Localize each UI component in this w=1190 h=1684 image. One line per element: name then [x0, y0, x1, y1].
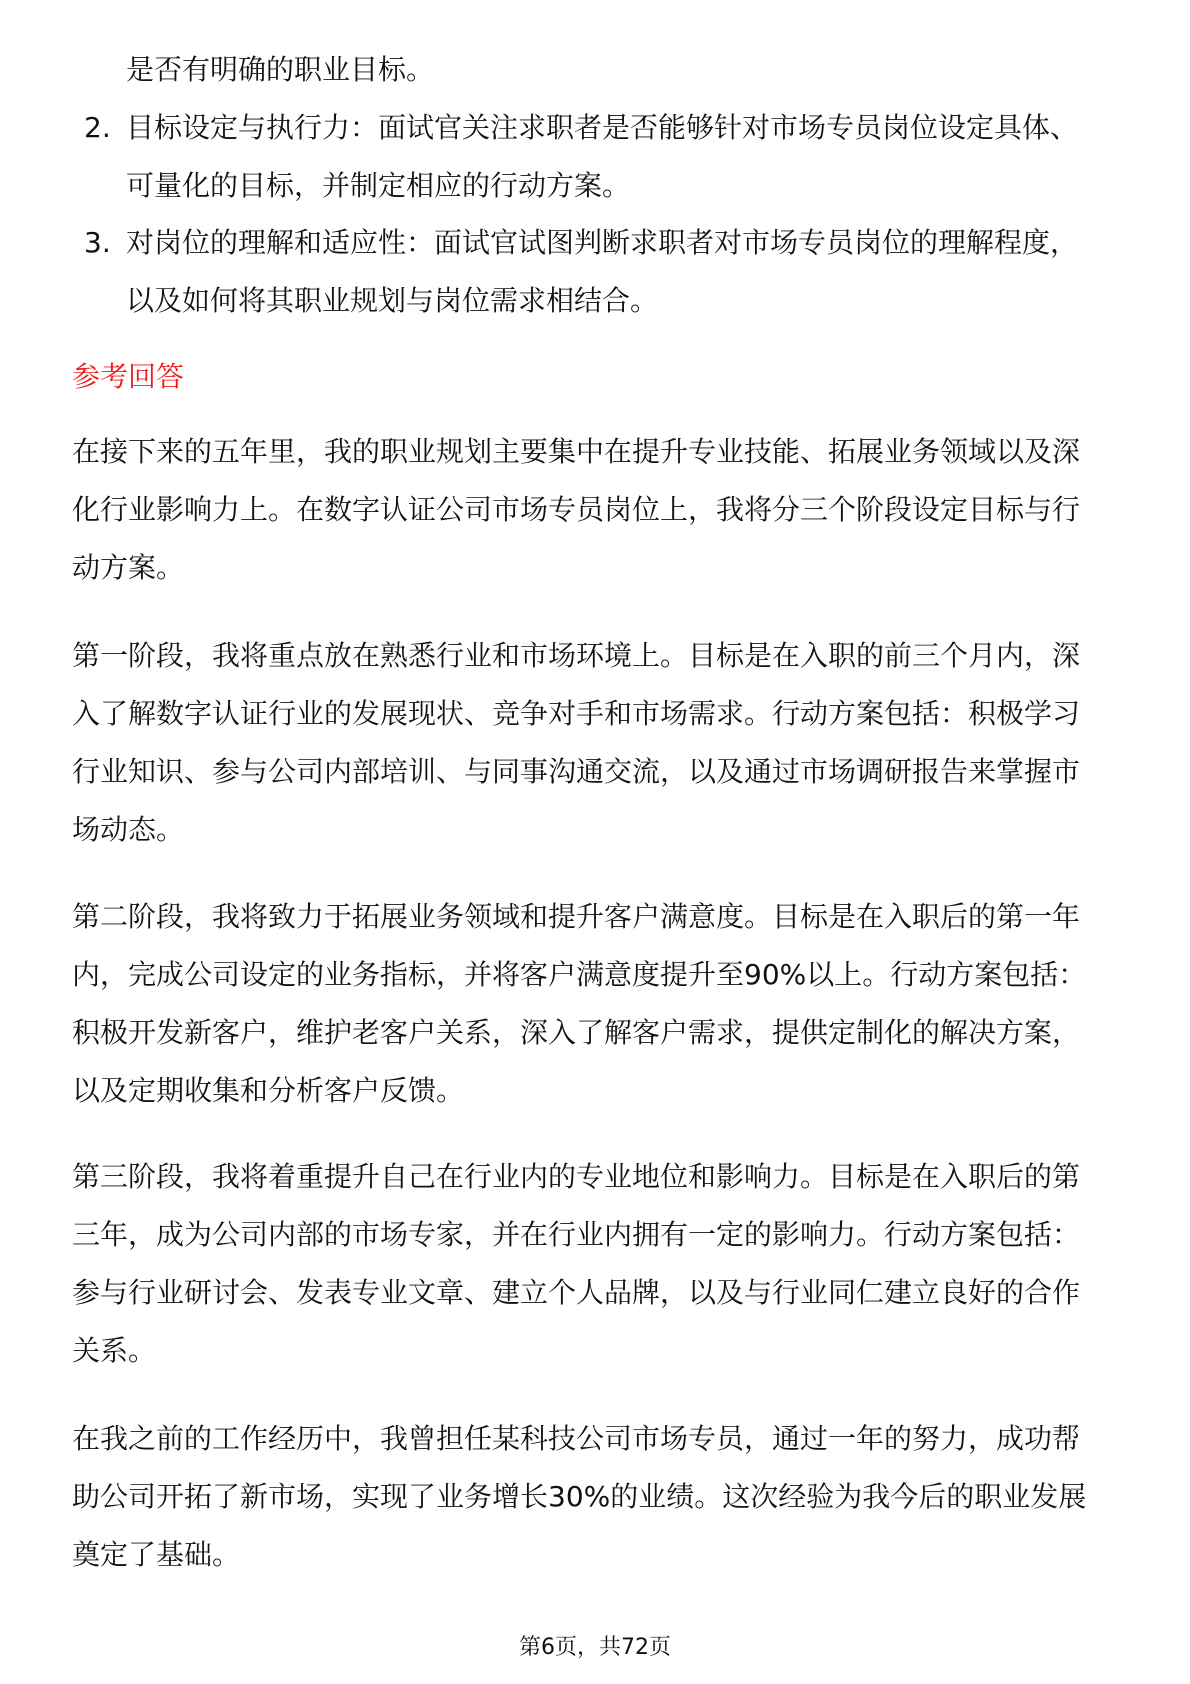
paragraph-line: 化行业影响力上。在数字认证公司市场专员岗位上，我将分三个阶段设定目标与行 [72, 493, 1081, 526]
section-heading: 参考回答 [72, 360, 185, 393]
paragraph-line: 动方案。 [72, 551, 185, 584]
paragraph-line: 奠定了基础。 [72, 1538, 241, 1571]
paragraph-line: 积极开发新客户，维护老客户关系，深入了解客户需求，提供定制化的解决方案， [72, 1016, 1081, 1049]
paragraph-line: 场动态。 [72, 813, 185, 846]
paragraph-line: 在接下来的五年里，我的职业规划主要集中在提升专业技能、拓展业务领域以及深 [72, 435, 1081, 468]
paragraph-line: 以及定期收集和分析客户反馈。 [72, 1074, 465, 1107]
paragraph-line: 助公司开拓了新市场，实现了业务增长30%的业绩。这次经验为我今后的职业发展 [72, 1480, 1087, 1513]
paragraph-line: 在我之前的工作经历中，我曾担任某科技公司市场专员，通过一年的努力，成功帮 [72, 1422, 1081, 1455]
paragraph-line: 关系。 [72, 1334, 157, 1367]
paragraph-line: 第一阶段，我将重点放在熟悉行业和市场环境上。目标是在入职的前三个月内，深 [72, 639, 1081, 672]
paragraph-line: 入了解数字认证行业的发展现状、竞争对手和市场需求。行动方案包括：积极学习 [72, 697, 1081, 730]
list-item-line: 对岗位的理解和适应性：面试官试图判断求职者对市场专员岗位的理解程度， [126, 226, 1079, 259]
paragraph-line: 第三阶段，我将着重提升自己在行业内的专业地位和影响力。目标是在入职后的第 [72, 1160, 1081, 1193]
paragraph-line: 行业知识、参与公司内部培训、与同事沟通交流，以及通过市场调研报告来掌握市 [72, 755, 1081, 788]
list-number: 2. [84, 111, 111, 144]
page-footer: 第6页，共72页 [519, 1635, 671, 1660]
list-item-line: 以及如何将其职业规划与岗位需求相结合。 [126, 284, 659, 317]
paragraph-line: 参与行业研讨会、发表专业文章、建立个人品牌，以及与行业同仁建立良好的合作 [72, 1276, 1081, 1309]
list-item-line: 可量化的目标，并制定相应的行动方案。 [126, 169, 631, 202]
list-item-line: 目标设定与执行力：面试官关注求职者是否能够针对市场专员岗位设定具体、 [126, 111, 1079, 144]
paragraph-line: 内，完成公司设定的业务指标，并将客户满意度提升至90%以上。行动方案包括： [72, 958, 1087, 991]
paragraph-line: 三年，成为公司内部的市场专家，并在行业内拥有一定的影响力。行动方案包括： [72, 1218, 1081, 1251]
list-continuation: 是否有明确的职业目标。 [126, 53, 435, 86]
list-number: 3. [84, 226, 111, 259]
paragraph-line: 第二阶段，我将致力于拓展业务领域和提升客户满意度。目标是在入职后的第一年 [72, 900, 1081, 933]
